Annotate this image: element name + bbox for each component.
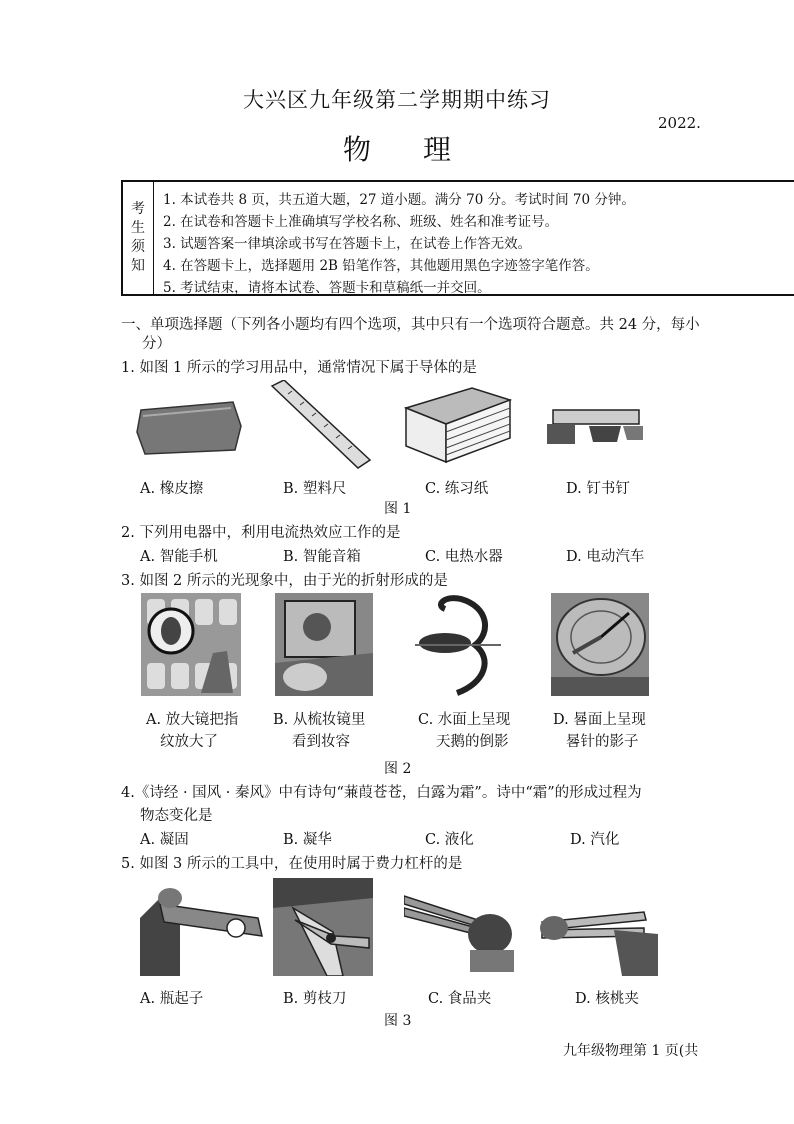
q3-option-a-line2: 纹放大了 [160, 734, 218, 750]
nutcracker-image [534, 878, 658, 976]
question-2: 2. 下列用电器中，利用电流热效应工作的是 [121, 525, 401, 541]
question-5: 5. 如图 3 所示的工具中，在使用时属于费力杠杆的是 [121, 856, 463, 872]
q5-option-b: B. 剪枝刀 [283, 991, 347, 1007]
ruler-image [262, 380, 372, 470]
notice-item: 5. 考试结束，请将本试卷、答题卡和草稿纸一并交回。 [163, 280, 491, 296]
question-3: 3. 如图 2 所示的光现象中，由于光的折射形成的是 [121, 573, 448, 589]
notice-box [121, 180, 794, 296]
notice-label-char: 须 [131, 239, 145, 255]
q1-option-b: B. 塑料尺 [283, 481, 347, 497]
exam-date: 2022. [658, 114, 701, 132]
q5-option-a: A. 瓶起子 [140, 991, 204, 1007]
q5-option-c: C. 食品夹 [428, 991, 492, 1007]
q2-option-b: B. 智能音箱 [283, 549, 361, 565]
q3-option-d-line2: 晷针的影子 [566, 734, 639, 750]
question-4-line1: 4.《诗经 · 国风 · 秦风》中有诗句“蒹葭苍苍，白露为霜”。诗中“霜”的形成过程为 [121, 785, 642, 801]
sundial-image [551, 593, 649, 696]
q5-option-d: D. 核桃夹 [575, 991, 639, 1007]
q1-option-c: C. 练习纸 [425, 481, 489, 497]
q4-option-c: C. 液化 [425, 832, 474, 848]
q3-option-c-line1: C. 水面上呈现 [418, 712, 511, 728]
section-heading: 一、单项选择题（下列各小题均有四个选项，其中只有一个选项符合题意。共 24 分，每小 [121, 317, 700, 333]
q4-option-d: D. 汽化 [570, 832, 620, 848]
q3-option-b-line2: 看到妆容 [292, 734, 350, 750]
food-tongs-image [404, 878, 519, 976]
notice-item: 3. 试题答案一律填涂或书写在答题卡上，在试卷上作答无效。 [163, 236, 532, 252]
notice-label-char: 考 [131, 201, 145, 217]
eraser-image [135, 398, 245, 458]
notice-label-char: 生 [131, 220, 145, 236]
paper-image [402, 382, 512, 466]
page-footer: 九年级物理第 1 页(共 [563, 1043, 699, 1059]
q4-option-b: B. 凝华 [283, 832, 332, 848]
figure-1-caption: 图 1 [384, 501, 412, 517]
q3-option-b-line1: B. 从梳妆镜里 [273, 712, 366, 728]
q2-option-c: C. 电热水器 [425, 549, 503, 565]
bottle-opener-image [140, 878, 267, 976]
section-heading-cont: 分） [142, 336, 171, 352]
notice-label-char: 知 [131, 258, 145, 274]
question-1: 1. 如图 1 所示的学习用品中，通常情况下属于导体的是 [121, 360, 477, 376]
q3-option-c-line2: 天鹅的倒影 [436, 734, 509, 750]
notice-items [163, 189, 635, 299]
q2-option-d: D. 电动汽车 [566, 549, 645, 565]
notice-label [123, 182, 154, 294]
exam-title: 大兴区九年级第二学期期中练习 [243, 88, 551, 112]
notice-item: 4. 在答题卡上，选择题用 2B 铅笔作答，其他题用黑色字迹签字笔作答。 [163, 258, 599, 274]
q2-option-a: A. 智能手机 [140, 549, 218, 565]
q1-option-a: A. 橡皮擦 [140, 481, 204, 497]
figure-3-caption: 图 3 [384, 1013, 412, 1029]
figure-2-caption: 图 2 [384, 761, 412, 777]
q4-option-a: A. 凝固 [140, 832, 189, 848]
staples-image [545, 404, 645, 454]
q3-option-a-line1: A. 放大镜把指 [146, 712, 239, 728]
question-4-line2: 物态变化是 [140, 808, 213, 824]
subject-title: 物理 [342, 133, 503, 166]
mirror-image [275, 593, 373, 696]
magnifier-image [141, 593, 241, 696]
swan-reflection-image [405, 593, 510, 696]
notice-item: 1. 本试卷共 8 页，共五道大题，27 道小题。满分 70 分。考试时间 70 分钟。 [163, 192, 635, 208]
pruning-shears-image [273, 878, 373, 976]
q1-option-d: D. 钉书钉 [566, 481, 630, 497]
q3-option-d-line1: D. 晷面上呈现 [553, 712, 646, 728]
notice-item: 2. 在试卷和答题卡上准确填写学校名称、班级、姓名和准考证号。 [163, 214, 559, 230]
